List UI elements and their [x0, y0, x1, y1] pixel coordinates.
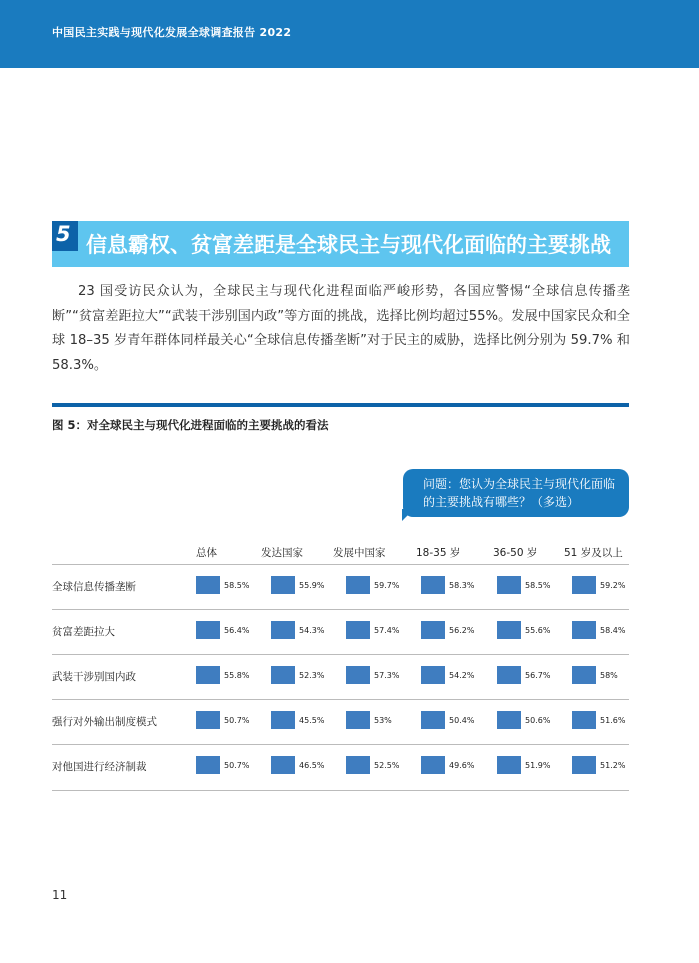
value-bar [346, 576, 370, 594]
value-bar [572, 666, 596, 684]
value-label: 58% [600, 671, 618, 680]
value-label: 55.9% [299, 581, 325, 590]
value-label: 50.4% [449, 716, 475, 725]
value-bar [271, 711, 295, 729]
figure-caption: 图 5：对全球民主与现代化进程面临的主要挑战的看法 [52, 418, 329, 432]
value-bar [346, 711, 370, 729]
value-label: 50.7% [224, 761, 250, 770]
column-header: 发达国家 [261, 547, 303, 559]
value-bar [572, 711, 596, 729]
value-label: 51.2% [600, 761, 626, 770]
value-label: 46.5% [299, 761, 325, 770]
value-bar [346, 621, 370, 639]
header-band [0, 0, 699, 68]
value-bar [271, 621, 295, 639]
value-bar [421, 621, 445, 639]
value-label: 55.6% [525, 626, 551, 635]
value-label: 58.4% [600, 626, 626, 635]
value-bar [497, 576, 521, 594]
value-bar [196, 756, 220, 774]
value-label: 56.2% [449, 626, 475, 635]
value-bar [271, 756, 295, 774]
value-label: 54.3% [299, 626, 325, 635]
column-header: 发展中国家 [333, 547, 386, 559]
column-header: 总体 [196, 547, 217, 559]
value-label: 58.5% [224, 581, 250, 590]
value-label: 52.5% [374, 761, 400, 770]
row-label: 武装干涉别国内政 [52, 671, 136, 683]
body-paragraph: 23 国受访民众认为，全球民主与现代化进程面临严峻形势，各国应警惕“全球信息传播垄断”“贫富差距拉大”“武装干涉别国内政”等方面的挑战，选择比例均超过55%。发展中国家民众和全球 18–35 岁青年群体同样最关心“全球信息传播垄断”对于民主的威胁，选择比例分别为 59.7% 和 58.3%。 [52, 284, 630, 373]
value-label: 45.5% [299, 716, 325, 725]
question-bubble [403, 469, 629, 517]
value-label: 51.9% [525, 761, 551, 770]
value-bar [196, 576, 220, 594]
row-divider [52, 744, 629, 745]
value-label: 56.7% [525, 671, 551, 680]
value-bar [421, 711, 445, 729]
section-title: 信息霸权、贫富差距是全球民主与现代化面临的主要挑战 [86, 233, 611, 257]
value-bar [421, 756, 445, 774]
section-number-badge [52, 221, 78, 251]
value-bar [346, 666, 370, 684]
row-divider [52, 790, 629, 791]
value-label: 54.2% [449, 671, 475, 680]
value-label: 49.6% [449, 761, 475, 770]
value-label: 51.6% [600, 716, 626, 725]
value-label: 58.5% [525, 581, 551, 590]
value-label: 53% [374, 716, 392, 725]
speech-bubble-tail-icon [402, 509, 414, 521]
value-bar [497, 666, 521, 684]
value-bar [497, 621, 521, 639]
value-label: 59.2% [600, 581, 626, 590]
row-label: 强行对外输出制度模式 [52, 716, 157, 728]
row-label: 对他国进行经济制裁 [52, 761, 147, 773]
value-bar [271, 576, 295, 594]
row-label: 贫富差距拉大 [52, 626, 115, 638]
page-number: 11 [52, 888, 68, 902]
section-number: 5 [56, 222, 71, 246]
value-label: 50.7% [224, 716, 250, 725]
value-label: 57.4% [374, 626, 400, 635]
value-bar [497, 711, 521, 729]
value-bar [421, 576, 445, 594]
row-divider [52, 609, 629, 610]
value-label: 59.7% [374, 581, 400, 590]
value-label: 56.4% [224, 626, 250, 635]
value-bar [196, 666, 220, 684]
value-bar [196, 711, 220, 729]
row-label: 全球信息传播垄断 [52, 581, 136, 593]
value-bar [346, 756, 370, 774]
value-label: 57.3% [374, 671, 400, 680]
value-label: 58.3% [449, 581, 475, 590]
value-label: 50.6% [525, 716, 551, 725]
row-divider [52, 699, 629, 700]
value-bar [572, 756, 596, 774]
column-header: 18-35 岁 [416, 547, 461, 559]
value-bar [421, 666, 445, 684]
row-divider [52, 654, 629, 655]
report-title: 中国民主实践与现代化发展全球调查报告 2022 [52, 26, 292, 39]
value-label: 55.8% [224, 671, 250, 680]
question-text: 问题：您认为全球民主与现代化面临的主要挑战有哪些？（多选） [423, 477, 616, 509]
section-heading [52, 221, 629, 267]
column-header: 36-50 岁 [493, 547, 538, 559]
value-bar [271, 666, 295, 684]
value-bar [572, 621, 596, 639]
value-bar [572, 576, 596, 594]
column-header: 51 岁及以上 [564, 547, 623, 559]
value-bar [497, 756, 521, 774]
value-label: 52.3% [299, 671, 325, 680]
row-divider [52, 564, 629, 565]
value-bar [196, 621, 220, 639]
figure-divider [52, 403, 629, 407]
